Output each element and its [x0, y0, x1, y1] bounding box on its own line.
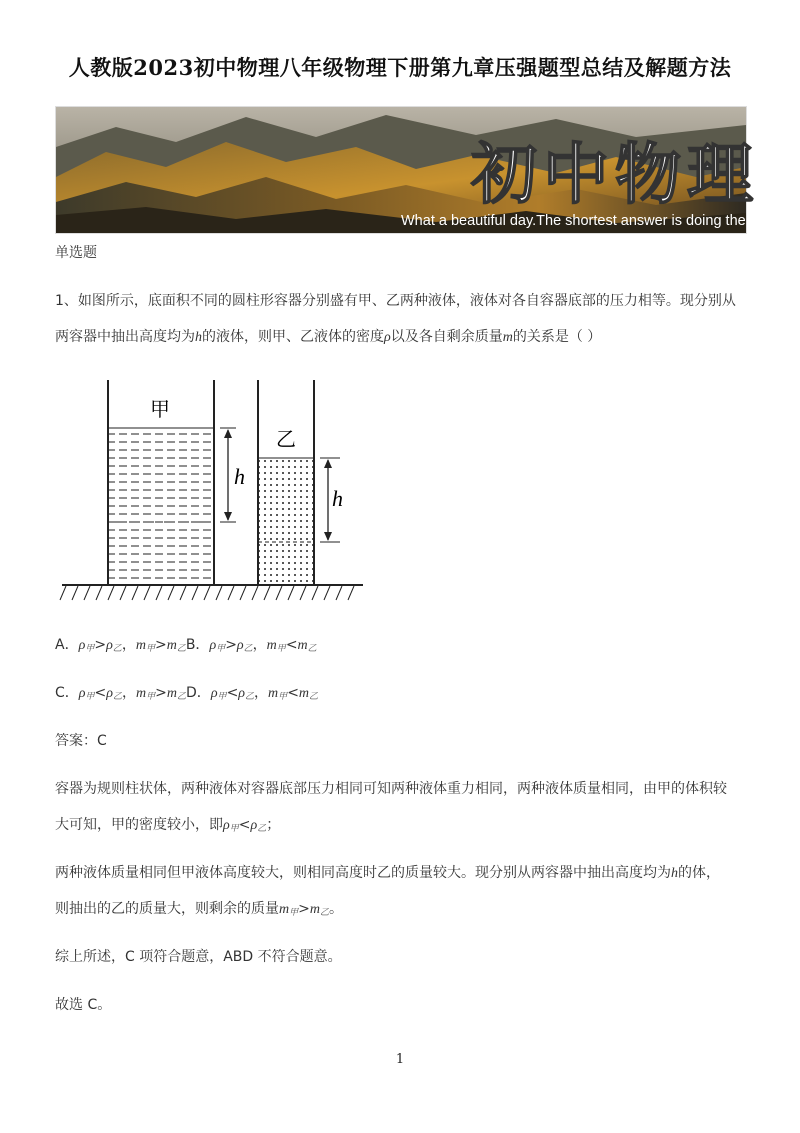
var-m: m — [502, 330, 513, 345]
page-number: 1 — [395, 1052, 405, 1067]
containers-diagram — [58, 374, 368, 606]
explanation-p2-line2: 则抽出的乙的质量大，则剩余的质量$m_甲>m_乙$。 — [55, 901, 344, 918]
ground-hatch — [60, 586, 354, 600]
label-h-yi: h — [332, 486, 343, 511]
explanation-p1-line1: 容器为规则柱状体，两种液体对容器底部压力相同可知两种液体重力相同，两种液体质量相同，由甲的体积较 — [55, 781, 727, 797]
question-text-2c: 以及各自剩余质量 — [390, 329, 503, 345]
options-line-ab — [55, 636, 317, 656]
containers-figure — [58, 374, 368, 606]
question-text-2b: 的液体，则甲、乙液体的密度 — [202, 329, 384, 345]
options-line-cd — [55, 684, 318, 704]
var-rho: ρ — [384, 330, 391, 345]
option-a[interactable]: A．$\rho_甲>\rho_乙$，$m_甲>m_乙$ — [55, 637, 186, 654]
label-yi: 乙 — [276, 427, 296, 451]
explanation-p1-line2: 大可知，甲的密度较小，即$\rho_甲<\rho_乙$； — [55, 817, 281, 834]
explanation-p2-line1: 两种液体质量相同但甲液体高度较大，则相同高度时乙的质量较大。现分别从两容器中抽出高度均为h的体， — [55, 865, 720, 881]
banner-big-text: 初中物理 — [471, 135, 759, 213]
question-text-2a: 两容器中抽出高度均为 — [55, 329, 195, 345]
question-line-1 — [55, 292, 736, 312]
label-jia: 甲 — [150, 397, 170, 421]
var-h: h — [195, 330, 202, 345]
option-c[interactable]: C．$\rho_甲<\rho_乙$，$m_甲>m_乙$ — [55, 685, 187, 702]
option-b[interactable]: B．$\rho_甲>\rho_乙$，$m_甲<m_乙$ — [185, 637, 317, 654]
answer-line — [55, 732, 107, 752]
document-title: 人教版2023初中物理八年级物理下册第九章压强题型总结及解题方法 — [68, 55, 732, 80]
question-line-2 — [55, 328, 601, 348]
question-text-2d: 的关系是（ ） — [512, 329, 602, 345]
answer-label: 答案： — [55, 733, 97, 749]
answer-value: C — [97, 733, 107, 749]
label-h-jia: h — [234, 464, 245, 489]
banner-slogan: What a beautiful day.The shortest answer is doing the thing. — [401, 213, 786, 229]
mountain-landscape-image — [56, 107, 786, 233]
explanation-p3: 综上所述，C 项符合题意，ABD 不符合题意。 — [55, 949, 342, 965]
question-number: 1、 — [55, 293, 78, 309]
liquid-yi — [258, 458, 314, 585]
liquid-jia — [108, 428, 214, 585]
question-text-1: 如图所示，底面积不同的圆柱形容器分别盛有甲、乙两种液体，液体对各自容器底部的压力相等。现分别从 — [77, 293, 736, 309]
banner-image — [55, 106, 786, 234]
explanation-p4: 故选 C。 — [55, 997, 112, 1013]
section-heading: 单选题 — [55, 245, 97, 261]
option-d[interactable]: D．$\rho_甲<\rho_乙$，$m_甲<m_乙$ — [186, 685, 319, 702]
